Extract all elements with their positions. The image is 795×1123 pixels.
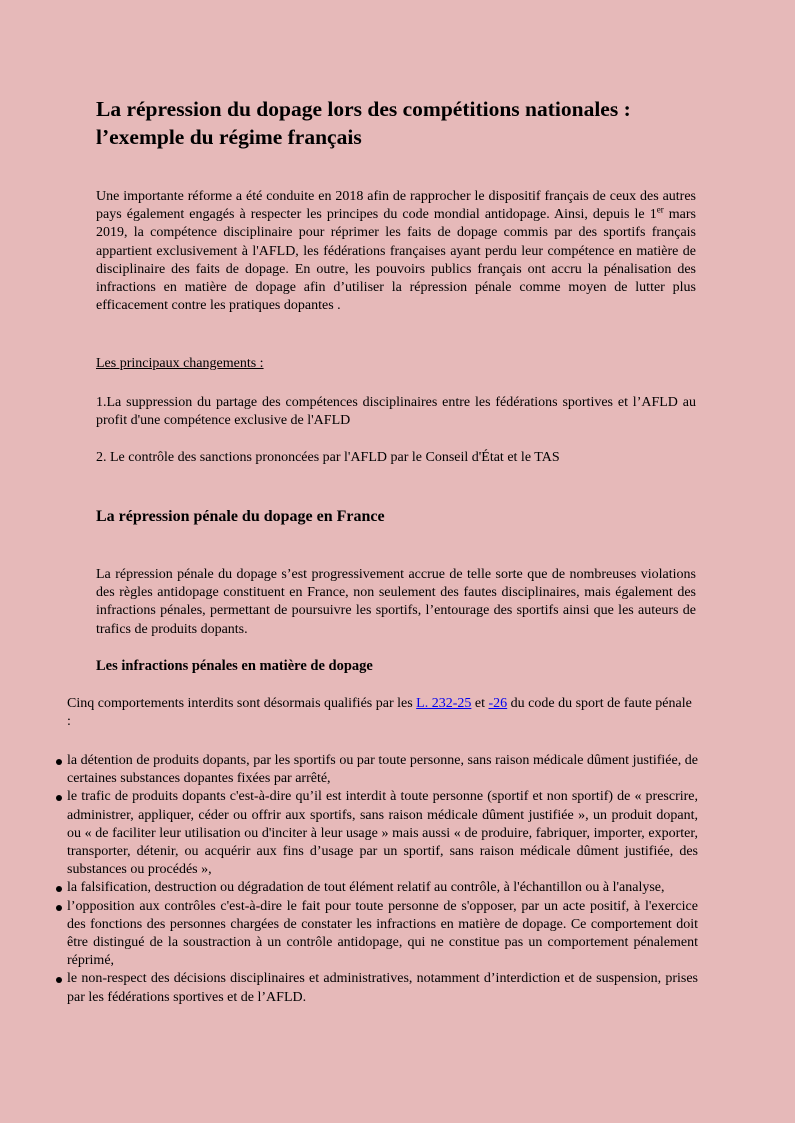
list-item-text: la falsification, destruction ou dégradation de tout élément relatif au contrôle, à l'échantillon ou à l'analyse, [67, 880, 665, 896]
intro-text-2: mars 2019, la compétence disciplinaire pour réprimer les faits de dopage commis par des sportifs français appartient exclusivement à l'AFLD, les fédérations françaises ayant perdu leur compétence en matière de disciplinaire des faits de dopage. En outre, les pouvoirs publics français ont accru la pénalisation des infractions en matière de dopage afin d’utiliser la répression pénale comme moyen de lutter plus efficacement contre les pratiques dopantes . [96, 207, 696, 314]
list-item [56, 879, 698, 897]
intro-superscript: er [656, 204, 664, 215]
infractions-intro [67, 695, 697, 731]
list-item-text: le trafic de produits dopants c'est-à-dire qu’il est interdit à toute personne (sportif et non sportif) de « prescrire, administrer, appliquer, céder ou offrir aux sportifs, sans raison médicale dûment justifiée », un produit dopant, ou « de faciliter leur utilisation ou d'inciter à leur usage » mais aussi « de produire, fabriquer, importer, exporter, transporter, détenir, ou acquérir aux fins d’usage par un sportif, sans raison médicale dûment justifiée, des substances ou procédés », [67, 789, 698, 878]
bullet-icon [56, 905, 62, 911]
bullet-icon [56, 759, 62, 765]
intro-paragraph [96, 188, 696, 315]
list-item [56, 898, 698, 971]
link-l-232-26[interactable]: -26 [488, 696, 508, 711]
section-heading: La répression pénale du dopage en France [96, 508, 385, 525]
document-title [96, 95, 716, 151]
infractions-heading: Les infractions pénales en matière de dopage [96, 658, 373, 674]
list-item [56, 752, 698, 788]
infractions-intro-text-3: du code du sport de faute pénale : [67, 696, 692, 730]
bullet-icon [56, 886, 62, 892]
infractions-list [56, 752, 698, 1007]
bullet-icon [56, 977, 62, 983]
change-item-1: 1.La suppression du partage des compétences disciplinaires entre les fédérations sportives et l’AFLD au profit d'une compétence exclusive de l'AFLD [96, 395, 696, 429]
changes-heading: Les principaux changements : [96, 356, 264, 371]
list-item [56, 970, 698, 1006]
list-item-text: l’opposition aux contrôles c'est-à-dire le fait pour toute personne de s'opposer, par un acte positif, à l'exercice des fonctions des personnes chargées de constater les infractions en matière de dopage. Ce comportement doit être distingué de la soustraction à un contrôle antidopage, qui ne constitue pas un comportement pénalement réprimé, [67, 898, 698, 969]
infractions-intro-text-2: et [471, 696, 489, 711]
change-item-2: 2. Le contrôle des sanctions prononcées par l'AFLD par le Conseil d'État et le TAS [96, 450, 560, 465]
penal-paragraph: La répression pénale du dopage s’est progressivement accrue de telle sorte que de nombreuses violations des règles antidopage constituent en France, non seulement des fautes disciplinaires, mais également des infractions pénales, permettant de poursuivre les sportifs, l’entourage des sportifs ainsi que les auteurs de trafics de produits dopants. [96, 567, 696, 637]
list-item-text: le non-respect des décisions disciplinaires et administratives, notamment d’interdiction et de suspension, prises par les fédérations sportives et de l’AFLD. [67, 971, 698, 1005]
infractions-intro-text-1: Cinq comportements interdits sont désormais qualifiés par les [67, 696, 417, 711]
link-l-232-25[interactable]: L. 232-25 [416, 696, 472, 711]
title-line-2: l’exemple du régime français [96, 125, 362, 149]
intro-text-1: Une importante réforme a été conduite en 2018 afin de rapprocher le dispositif français de ceux des autres pays également engagés à respecter les principes du code mondial antidopage. Ainsi, depuis le 1 [96, 189, 696, 223]
bullet-icon [56, 795, 62, 801]
title-line-1: La répression du dopage lors des compétitions nationales : [96, 97, 631, 121]
list-item [56, 788, 698, 879]
list-item-text: la détention de produits dopants, par les sportifs ou par toute personne, sans raison médicale dûment justifiée, de certaines substances dopantes fixées par arrêté, [67, 753, 698, 787]
